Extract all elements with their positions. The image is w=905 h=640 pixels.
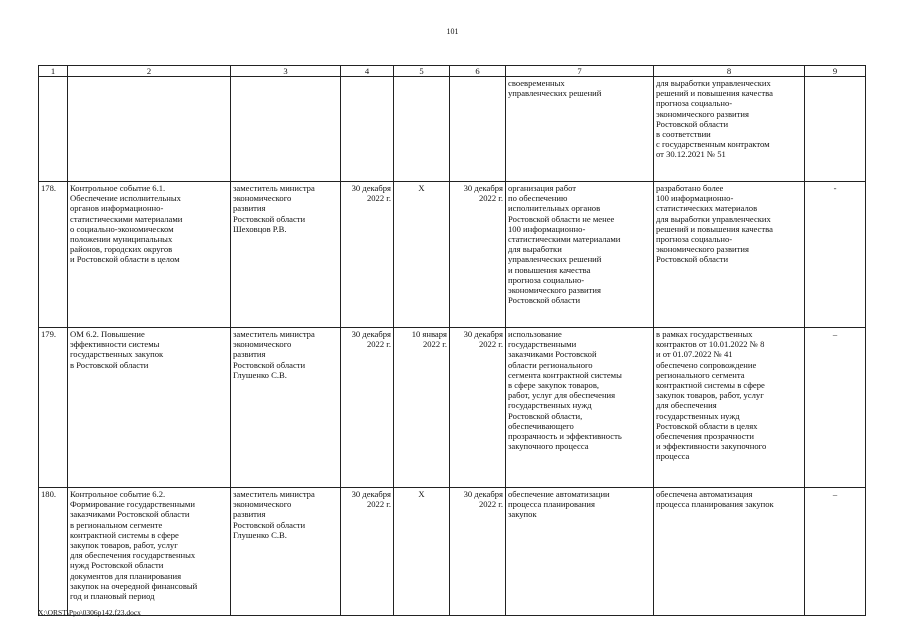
event-name: Контрольное событие 6.1. Обеспечение исполнительных органов информационно- статистическими материалами о социально-экономическом положении муниципальных районов, городских округов и Ростовской области в целом <box>68 182 231 328</box>
actual-result: обеспечена автоматизация процесса планирования закупок <box>654 488 805 616</box>
header-col-1: 1 <box>39 66 68 77</box>
note: - <box>805 182 866 328</box>
planned-result: своевременных управленческих решений <box>506 77 654 182</box>
note: – <box>805 488 866 616</box>
plan-start-date: 30 декабря 2022 г. <box>341 328 394 488</box>
report-table <box>38 65 866 616</box>
plan-end-date <box>450 77 506 182</box>
page-number: 101 <box>446 27 459 36</box>
responsible-person <box>231 77 341 182</box>
plan-start-date <box>341 77 394 182</box>
plan-end-date: 30 декабря 2022 г. <box>450 328 506 488</box>
responsible-person: заместитель министра экономического развития Ростовской области Глушенко С.В. <box>231 488 341 616</box>
header-col-6: 6 <box>450 66 506 77</box>
row-number: 178. <box>39 182 68 328</box>
event-name: Контрольное событие 6.2. Формирование государственными заказчиками Ростовской области в региональном сегменте контрактной системы в сфере закупок товаров, работ, услуг для обеспечения государственных нужд Ростовской области документов для планирования закупок на очередной финансовый год и плановый период <box>68 488 231 616</box>
table-row <box>39 328 866 488</box>
plan-start-date: 30 декабря 2022 г. <box>341 182 394 328</box>
row-number: 180. <box>39 488 68 616</box>
table-row <box>39 77 866 182</box>
actual-result: разработано более 100 информационно- статистических материалов для выработки управленческих решений и повышения качества прогноза социально- экономического развития Ростовской области <box>654 182 805 328</box>
header-col-3: 3 <box>231 66 341 77</box>
responsible-person: заместитель министра экономического развития Ростовской области Глушенко С.В. <box>231 328 341 488</box>
actual-start-date: 10 января 2022 г. <box>394 328 450 488</box>
row-number: 179. <box>39 328 68 488</box>
plan-end-date: 30 декабря 2022 г. <box>450 488 506 616</box>
note <box>805 77 866 182</box>
actual-start-date <box>394 77 450 182</box>
planned-result: обеспечение автоматизации процесса планирования закупок <box>506 488 654 616</box>
responsible-person: заместитель министра экономического развития Ростовской области Шеховцов Р.В. <box>231 182 341 328</box>
header-row <box>39 66 866 77</box>
actual-start-date: X <box>394 182 450 328</box>
plan-end-date: 30 декабря 2022 г. <box>450 182 506 328</box>
actual-start-date: X <box>394 488 450 616</box>
header-col-2: 2 <box>68 66 231 77</box>
header-col-8: 8 <box>654 66 805 77</box>
planned-result: использование государственными заказчиками Ростовской области регионального сегмента контрактной системы в сфере закупок товаров, работ, услуг для обеспечения государственных нужд Ростовской области, обеспечивающего прозрачность и эффективность закупочного процесса <box>506 328 654 488</box>
file-path-footer: X:\ORST\Ppo\0306p142.f23.docx <box>38 608 141 617</box>
header-col-4: 4 <box>341 66 394 77</box>
actual-result: в рамках государственных контрактов от 10.01.2022 № 8 и от 01.07.2022 № 41 обеспечено сопровождение регионального сегмента контрактной системы в сфере закупок товаров, работ, услуг для обеспечения государственных нужд Ростовской области в целях обеспечения прозрачности и эффективности закупочного процесса <box>654 328 805 488</box>
note: – <box>805 328 866 488</box>
row-number <box>39 77 68 182</box>
event-name: ОМ 6.2. Повышение эффективности системы государственных закупок в Ростовской области <box>68 328 231 488</box>
actual-result: для выработки управленческих решений и повышения качества прогноза социально- экономического развития Ростовской области в соответствии с государственным контрактом от 30.12.2021 № 51 <box>654 77 805 182</box>
header-col-7: 7 <box>506 66 654 77</box>
header-col-9: 9 <box>805 66 866 77</box>
table-row <box>39 488 866 616</box>
header-col-5: 5 <box>394 66 450 77</box>
event-name <box>68 77 231 182</box>
table-row <box>39 182 866 328</box>
plan-start-date: 30 декабря 2022 г. <box>341 488 394 616</box>
planned-result: организация работ по обеспечению исполнительных органов Ростовской области не менее 100 информационно- статистическими материалами для выработки управленческих решений и повышения качества прогноза социально- экономического развития Ростовской области <box>506 182 654 328</box>
